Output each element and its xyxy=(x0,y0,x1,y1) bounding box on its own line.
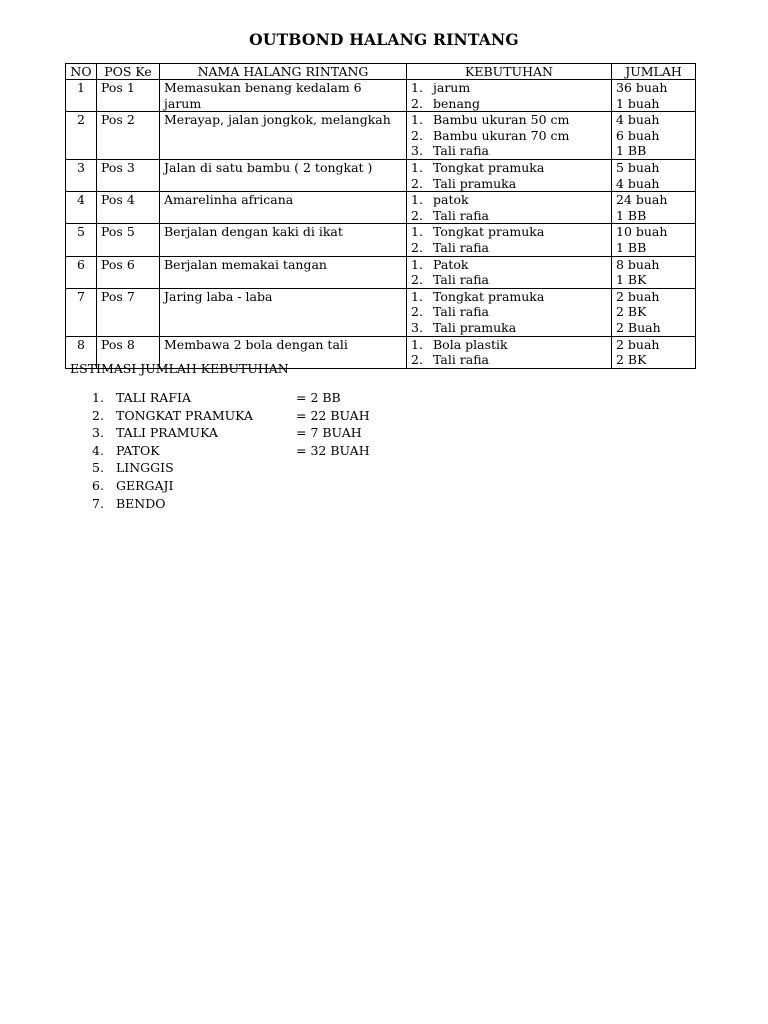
cell-jumlah xyxy=(612,112,696,160)
cell-no: 4 xyxy=(66,192,97,224)
estimasi-heading: ESTIMASI JUMLAH KEBUTUHAN xyxy=(70,361,289,376)
kebutuhan-number: 2. xyxy=(411,207,423,223)
kebutuhan-item xyxy=(411,320,607,336)
kebutuhan-number: 1. xyxy=(411,112,423,128)
kebutuhan-number: 1. xyxy=(411,336,423,352)
cell-jumlah xyxy=(612,336,696,368)
estimasi-value: = 22 BUAH xyxy=(296,407,370,423)
jumlah-line: 5 buah xyxy=(616,159,660,175)
cell-no: 7 xyxy=(66,288,97,336)
kebutuhan-number: 2. xyxy=(411,304,423,320)
estimasi-item xyxy=(92,407,370,425)
cell-nama xyxy=(160,112,407,160)
cell-no: 8 xyxy=(66,336,97,368)
cell-jumlah xyxy=(612,256,696,288)
estimasi-number: 5. xyxy=(92,460,104,476)
table-row xyxy=(66,224,696,256)
cell-kebutuhan xyxy=(407,288,612,336)
kebutuhan-number: 2. xyxy=(411,175,423,191)
estimasi-name: PATOK xyxy=(116,442,160,458)
cell-no: 5 xyxy=(66,224,97,256)
cell-nama xyxy=(160,256,407,288)
kebutuhan-number: 2. xyxy=(411,352,423,368)
jumlah-line: 36 buah xyxy=(616,80,668,95)
kebutuhan-text: Tali rafia xyxy=(433,304,490,320)
estimasi-name: TONGKAT PRAMUKA xyxy=(116,407,254,423)
cell-jumlah xyxy=(612,192,696,224)
cell-no: 3 xyxy=(66,159,97,191)
header-pos: POS Ke xyxy=(97,64,160,80)
nama-line: Merayap, jalan jongkok, melangkah xyxy=(164,112,391,128)
estimasi-number: 6. xyxy=(92,477,104,493)
kebutuhan-item xyxy=(411,192,607,208)
jumlah-line: 1 BK xyxy=(616,272,647,288)
kebutuhan-item xyxy=(411,176,607,192)
estimasi-name: BENDO xyxy=(116,495,166,511)
obstacle-table xyxy=(65,63,696,369)
cell-kebutuhan xyxy=(407,192,612,224)
jumlah-line: 4 buah xyxy=(616,175,660,191)
cell-no: 2 xyxy=(66,112,97,160)
cell-pos: Pos 7 xyxy=(97,288,160,336)
kebutuhan-text: Patok xyxy=(433,256,469,272)
kebutuhan-item xyxy=(411,96,607,112)
table-row xyxy=(66,192,696,224)
estimasi-name: LINGGIS xyxy=(116,460,174,476)
estimasi-item xyxy=(92,495,370,513)
kebutuhan-number: 2. xyxy=(411,127,423,143)
kebutuhan-text: Bambu ukuran 70 cm xyxy=(433,127,570,143)
jumlah-line: 1 BB xyxy=(616,239,647,255)
nama-line: Jaring laba - laba xyxy=(164,288,273,304)
estimasi-value: = 7 BUAH xyxy=(296,425,362,441)
kebutuhan-number: 3. xyxy=(411,143,423,159)
kebutuhan-text: Tali rafia xyxy=(433,272,490,288)
jumlah-line: 2 buah xyxy=(616,336,660,352)
jumlah-line: 2 BK xyxy=(616,304,647,320)
kebutuhan-item xyxy=(411,160,607,176)
nama-line: Berjalan dengan kaki di ikat xyxy=(164,224,343,240)
jumlah-line: 8 buah xyxy=(616,256,660,272)
estimasi-item xyxy=(92,424,370,442)
cell-jumlah xyxy=(612,80,696,112)
estimasi-number: 2. xyxy=(92,407,104,423)
kebutuhan-item xyxy=(411,224,607,240)
cell-no: 1 xyxy=(66,80,97,112)
estimasi-name: TALI RAFIA xyxy=(116,390,191,405)
kebutuhan-text: Bambu ukuran 50 cm xyxy=(433,112,570,128)
nama-line: Membawa 2 bola dengan tali xyxy=(164,336,348,352)
kebutuhan-text: jarum xyxy=(433,80,471,95)
cell-jumlah xyxy=(612,224,696,256)
kebutuhan-item xyxy=(411,272,607,288)
cell-nama xyxy=(160,192,407,224)
estimasi-number: 4. xyxy=(92,442,104,458)
kebutuhan-text: patok xyxy=(433,192,469,208)
estimasi-value: = 2 BB xyxy=(296,390,341,405)
kebutuhan-item xyxy=(411,304,607,320)
estimasi-item xyxy=(92,477,370,495)
table-row xyxy=(66,112,696,160)
kebutuhan-text: Bola plastik xyxy=(433,336,508,352)
kebutuhan-text: Tali pramuka xyxy=(433,319,517,335)
table-row xyxy=(66,159,696,191)
kebutuhan-number: 1. xyxy=(411,288,423,304)
nama-line: Berjalan memakai tangan xyxy=(164,256,327,272)
cell-pos: Pos 5 xyxy=(97,224,160,256)
cell-kebutuhan xyxy=(407,336,612,368)
kebutuhan-number: 2. xyxy=(411,272,423,288)
cell-nama xyxy=(160,288,407,336)
cell-jumlah xyxy=(612,159,696,191)
estimasi-item xyxy=(92,389,370,407)
kebutuhan-number: 2. xyxy=(411,95,423,111)
kebutuhan-number: 2. xyxy=(411,239,423,255)
jumlah-line: 1 BB xyxy=(616,207,647,223)
cell-nama xyxy=(160,224,407,256)
kebutuhan-item xyxy=(411,208,607,224)
cell-kebutuhan xyxy=(407,112,612,160)
cell-pos: Pos 3 xyxy=(97,159,160,191)
kebutuhan-item xyxy=(411,80,607,96)
kebutuhan-text: Tali rafia xyxy=(433,352,490,368)
estimasi-number: 1. xyxy=(92,390,104,405)
estimasi-name: GERGAJI xyxy=(116,477,174,493)
estimasi-list xyxy=(92,389,370,512)
table-row xyxy=(66,288,696,336)
kebutuhan-item xyxy=(411,112,607,128)
jumlah-line: 1 buah xyxy=(616,95,660,111)
cell-kebutuhan xyxy=(407,159,612,191)
table-header-row xyxy=(66,64,696,80)
kebutuhan-text: Tali rafia xyxy=(433,143,490,159)
kebutuhan-text: Tongkat pramuka xyxy=(433,288,545,304)
jumlah-line: 24 buah xyxy=(616,192,668,208)
kebutuhan-item xyxy=(411,143,607,159)
jumlah-line: 2 buah xyxy=(616,288,660,304)
kebutuhan-item xyxy=(411,128,607,144)
header-no: NO xyxy=(66,64,97,80)
kebutuhan-item xyxy=(411,352,607,368)
cell-no: 6 xyxy=(66,256,97,288)
kebutuhan-text: Tali pramuka xyxy=(433,175,517,191)
nama-line: Jalan di satu bambu ( 2 tongkat ) xyxy=(164,159,373,175)
cell-nama xyxy=(160,80,407,112)
jumlah-line: 4 buah xyxy=(616,112,660,128)
cell-pos: Pos 6 xyxy=(97,256,160,288)
document-title: OUTBOND HALANG RINTANG xyxy=(249,30,519,49)
kebutuhan-number: 1. xyxy=(411,256,423,272)
cell-kebutuhan xyxy=(407,80,612,112)
estimasi-value: = 32 BUAH xyxy=(296,442,370,458)
kebutuhan-text: benang xyxy=(433,95,480,111)
kebutuhan-item xyxy=(411,240,607,256)
estimasi-item xyxy=(92,459,370,477)
estimasi-name: TALI PRAMUKA xyxy=(116,425,218,441)
kebutuhan-number: 1. xyxy=(411,224,423,240)
jumlah-line: 6 buah xyxy=(616,127,660,143)
nama-line: Amarelinha africana xyxy=(164,192,294,208)
jumlah-line: 10 buah xyxy=(616,224,668,240)
kebutuhan-item xyxy=(411,289,607,305)
header-nama: NAMA HALANG RINTANG xyxy=(160,64,407,80)
jumlah-line: 2 BK xyxy=(616,352,647,368)
kebutuhan-number: 1. xyxy=(411,80,423,95)
cell-pos: Pos 2 xyxy=(97,112,160,160)
estimasi-number: 7. xyxy=(92,495,104,511)
table-row xyxy=(66,256,696,288)
header-jumlah: JUMLAH xyxy=(612,64,696,80)
kebutuhan-number: 1. xyxy=(411,192,423,208)
kebutuhan-item xyxy=(411,257,607,273)
kebutuhan-text: Tongkat pramuka xyxy=(433,224,545,240)
cell-kebutuhan xyxy=(407,224,612,256)
cell-nama xyxy=(160,159,407,191)
cell-pos: Pos 8 xyxy=(97,336,160,368)
kebutuhan-number: 1. xyxy=(411,159,423,175)
kebutuhan-text: Tali rafia xyxy=(433,239,490,255)
nama-line: Memasukan benang kedalam 6 xyxy=(164,80,362,95)
jumlah-line: 1 BB xyxy=(616,143,647,159)
cell-jumlah xyxy=(612,288,696,336)
kebutuhan-item xyxy=(411,337,607,353)
cell-pos: Pos 4 xyxy=(97,192,160,224)
estimasi-item xyxy=(92,442,370,460)
estimasi-number: 3. xyxy=(92,425,104,441)
nama-line: jarum xyxy=(164,95,202,111)
table-row xyxy=(66,80,696,112)
cell-pos: Pos 1 xyxy=(97,80,160,112)
kebutuhan-number: 3. xyxy=(411,319,423,335)
kebutuhan-text: Tongkat pramuka xyxy=(433,159,545,175)
kebutuhan-text: Tali rafia xyxy=(433,207,490,223)
jumlah-line: 2 Buah xyxy=(616,319,661,335)
cell-kebutuhan xyxy=(407,256,612,288)
header-kebutuhan: KEBUTUHAN xyxy=(407,64,612,80)
